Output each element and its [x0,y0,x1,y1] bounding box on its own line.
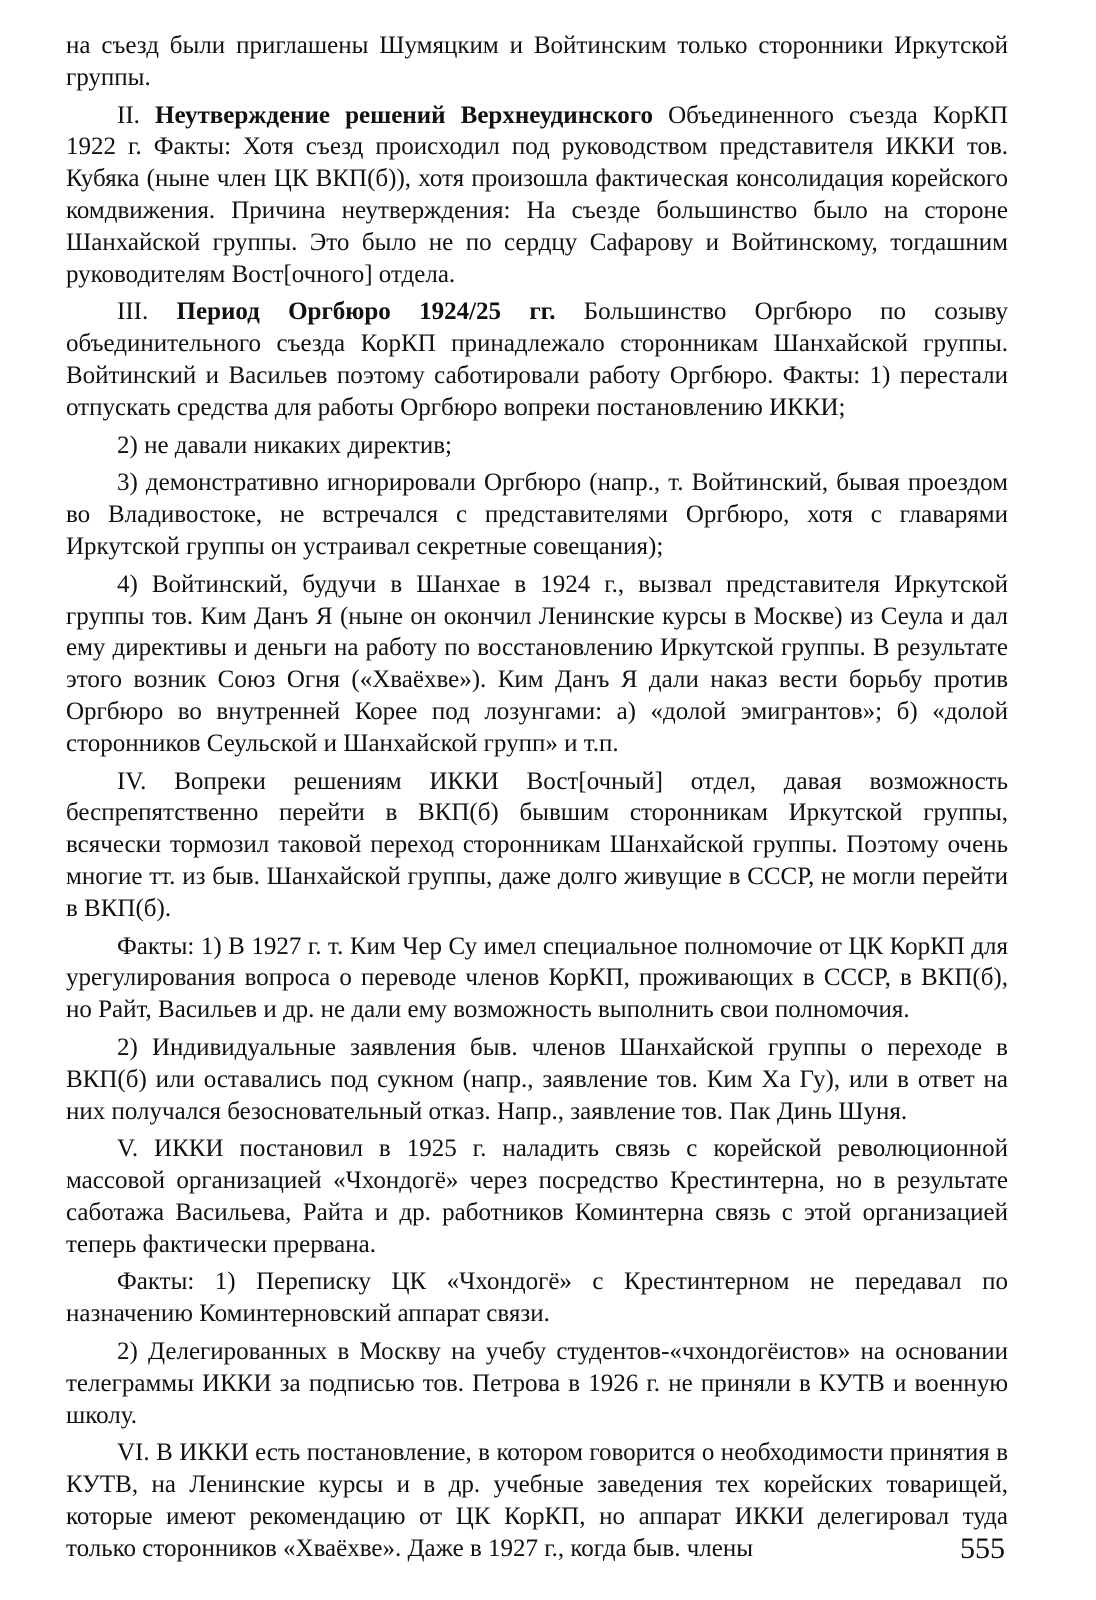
paragraph-10 [66,1266,1008,1330]
paragraph-1 [66,100,1008,291]
paragraph-text: VI. В ИККИ есть постановление, в котором говорится о необходимости принятия в КУТВ, на Ленинские курсы и в др. учебные заведения тех корейских товарищей, которые имеют рекомендацию от ЦК КорКП, но аппарат ИККИ делегировал туда только сторонников «Хваёхве». Даже в 1927 г., когда быв. члены [66,1439,1008,1562]
paragraph-text: 2) Индивидуальные заявления быв. членов Шанхайской группы о переходе в ВКП(б) или оставались под сукном (напр., заявление тов. Ким Ха Гу), или в ответ на них получался безосновательный отказ. Напр., заявление тов. Пак Динь Шуня. [66,1033,1008,1125]
section-heading: Неутверждение решений Верхнеудинского [155,101,653,129]
paragraph-3 [66,430,1008,462]
paragraph-text: V. ИККИ постановил в 1925 г. наладить связь с корейской революционной массовой организацией «Чхондогё» через посредство Крестинтерна, но в результате саботажа Васильева, Райта и др. работников Коминтерна связь с этой организацией теперь фактически прервана. [66,1135,1008,1258]
paragraph-text: 2) не давали никаких директив; [117,431,452,459]
paragraph-7 [66,931,1008,1026]
paragraph-12 [66,1437,1008,1564]
paragraph-text: на съезд были приглашены Шумяцким и Войтинским только сторонники Иркутской группы. [66,32,1008,91]
paragraph-text: Факты: 1) В 1927 г. т. Ким Чер Су имел специальное полномочие от ЦК КорКП для урегулирования вопроса о переводе членов КорКП, проживающих в СССР, в ВКП(б), но Райт, Васильев и др. не дали ему возможность выполнить свои полномочия. [66,932,1008,1024]
paragraph-11 [66,1336,1008,1431]
paragraph-text: 2) Делегированных в Москву на учебу студентов-«чхондогёистов» на основании телеграммы ИККИ за подписью тов. Петрова в 1926 г. не приняли в КУТВ и военную школу. [66,1338,1008,1429]
paragraph-text: IV. Вопреки решениям ИККИ Вост[очный] отдел, давая возможность беспрепятственно перейти в ВКП(б) бывшим сторонникам Иркутской группы, всячески тормозил таковой переход сторонникам Шанхайской группы. Поэтому очень многие тт. из быв. Шанхайской группы, даже долго живущие в СССР, не могли перейти в ВКП(б). [66,767,1008,922]
paragraph-9 [66,1133,1008,1260]
section-number: III. [117,298,149,326]
page-number: 555 [960,1532,1005,1565]
section-number: II. [117,101,140,129]
paragraph-2 [66,296,1008,423]
paragraph-5 [66,569,1008,760]
paragraph-text: Факты: 1) Переписку ЦК «Чхондогё» с Крестинтерном не передавал по назначению Коминтерновский аппарат связи. [66,1268,1008,1328]
paragraph-4 [66,467,1008,562]
paragraph-0 [66,30,1008,94]
paragraph-6 [66,766,1008,925]
paragraph-text: 3) демонстративно игнорировали Оргбюро (напр., т. Войтинский, бывая проездом во Владивостоке, не встречался с представителями Оргбюро, хотя с главарями Иркутской группы он устраивал секретные совещания); [66,469,1008,560]
paragraph-text: 4) Войтинский, будучи в Шанхае в 1924 г., вызвал представителя Иркутской группы тов. Ким Данъ Я (ныне он окончил Ленинские курсы в Москве) из Сеула и дал ему директивы и деньги на работу по восстановлению Иркутской группы. В результате этого возник Союз Огня («Хваёхве»). Ким Данъ Я дали наказ вести борьбу против Оргбюро во внутренней Корее под лозунгами: а) «долой эмигрантов»; б) «долой сторонников Сеульской и Шанхайской групп» и т.п. [66,570,1008,757]
paragraph-8 [66,1032,1008,1127]
document-body [66,30,1008,1571]
section-heading: Период Оргбюро 1924/25 гг. [176,298,556,326]
paragraph-text: Большинство Оргбюро по созыву объединительного съезда КорКП принадлежало сторонникам Шанхайской группы. Войтинский и Васильев поэтому саботировали работу Оргбюро. Факты: 1) перестали отпускать средства для работы Оргбюро вопреки постановлению ИККИ; [66,298,1009,421]
paragraph-text: Объединенного съезда КорКП 1922 г. Факты: Хотя съезд происходил под руководством представителя ИККИ тов. Кубяка (ныне член ЦК ВКП(б)), хотя произошла фактическая консолидация корейского комдвижения. Причина неутверждения: На съезде большинство было на стороне Шанхайской группы. Это было не по сердцу Сафарову и Войтинскому, тогдашним руководителям Вост[очного] отдела. [66,101,1008,288]
